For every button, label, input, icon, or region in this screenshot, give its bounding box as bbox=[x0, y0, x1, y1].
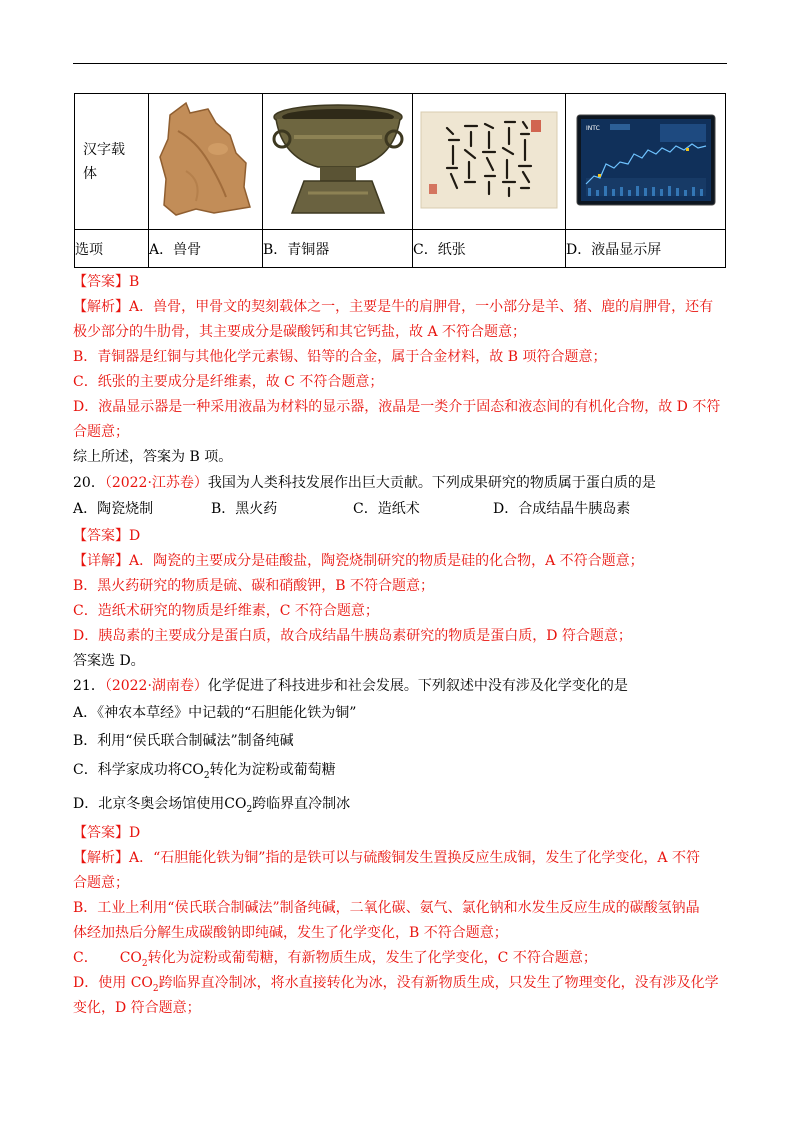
question-number: 21． bbox=[73, 678, 105, 694]
ticker-label: INTC bbox=[585, 124, 600, 132]
q19-answer: 【答案】B bbox=[73, 274, 140, 290]
option-a: A．陶瓷烧制 bbox=[73, 501, 154, 517]
image-calligraphy-paper bbox=[413, 94, 566, 230]
question-source: （2022·江苏卷） bbox=[104, 475, 208, 491]
q21-option-a: A．《神农本草经》中记载的“石胆能化铁为铜” bbox=[73, 705, 357, 721]
row-label-carrier: 汉字载 体 bbox=[75, 94, 149, 230]
q21-stem bbox=[73, 676, 628, 696]
co2-formula: $CO_2$ bbox=[119, 950, 148, 969]
q21-analysis-line: 合题意； bbox=[73, 875, 129, 891]
q19-analysis-line: B．青铜器是红铜与其他化学元素锡、铅等的合金，属于合金材料，故 B 项符合题意； bbox=[73, 349, 607, 365]
option-b-cell: B．青铜器 bbox=[263, 230, 413, 268]
q19-analysis-line: 合题意； bbox=[73, 424, 129, 440]
image-bronze-vessel bbox=[263, 94, 413, 230]
option-d-cell: D．液晶显示屏 bbox=[566, 230, 726, 268]
question-text: 我国为人类科技发展作出巨大贡献。下列成果研究的物质属于蛋白质的是 bbox=[207, 475, 656, 491]
q21-answer: 【答案】D bbox=[73, 825, 141, 841]
question-source: （2022·湖南卷） bbox=[104, 678, 208, 694]
q21-option-d: D．北京冬奥会场馆使用$CO_2$跨临界直冷制冰 bbox=[73, 796, 351, 815]
image-lcd-screen bbox=[566, 94, 726, 230]
q21-analysis-line: C． $CO_2$转化为淀粉或葡萄糖，有新物质生成，发生了化学变化，C 不符合题意； bbox=[73, 950, 597, 969]
option-c: C．造纸术 bbox=[353, 501, 420, 517]
q20-summary: 答案选 D。 bbox=[73, 653, 145, 669]
q20-detail-line: D．胰岛素的主要成分是蛋白质，故合成结晶牛胰岛素研究的物质是蛋白质，D 符合题意； bbox=[73, 628, 632, 644]
q20-detail-line: C．造纸术研究的物质是纤维素，C 不符合题意； bbox=[73, 603, 379, 619]
co2-formula: $CO_2$ bbox=[130, 975, 159, 994]
row-label-option: 选项 bbox=[75, 230, 149, 268]
q20-stem bbox=[73, 473, 656, 493]
q21-analysis-line: 【解析】A．“石胆能化铁为铜”指的是铁可以与硫酸铜发生置换反应生成铜，发生了化学变化，A 不符 bbox=[73, 850, 700, 866]
q21-option-b: B．利用“侯氏联合制碱法”制备纯碱 bbox=[73, 733, 294, 749]
q20-detail-line: 【详解】A．陶瓷的主要成分是硅酸盐，陶瓷烧制研究的物质是硅的化合物，A 不符合题意； bbox=[73, 553, 644, 569]
question-number: 20． bbox=[73, 475, 105, 491]
q19-summary: 综上所述，答案为 B 项。 bbox=[73, 449, 233, 465]
header-rule bbox=[73, 63, 727, 64]
q19-analysis-line: 【解析】A．兽骨，甲骨文的契刻载体之一，主要是牛的肩胛骨，一小部分是羊、猪、鹿的肩胛骨，还有 bbox=[73, 299, 714, 315]
q20-detail-line: B．黑火药研究的物质是硫、碳和硝酸钾，B 不符合题意； bbox=[73, 578, 435, 594]
option-d: D．合成结晶牛胰岛素 bbox=[493, 501, 631, 517]
q19-analysis-line: 极少部分的牛肋骨，其主要成分是碳酸钙和其它钙盐，故 A 不符合题意； bbox=[73, 324, 527, 340]
carriers-table bbox=[74, 93, 726, 268]
q19-analysis-line: C．纸张的主要成分是纤维素，故 C 不符合题意； bbox=[73, 374, 384, 390]
q21-analysis-line: B．工业上利用“侯氏联合制碱法”制备纯碱，二氧化碳、氨气、氯化钠和水发生反应生成的碳酸氢钠晶 bbox=[73, 900, 700, 916]
q20-answer: 【答案】D bbox=[73, 528, 141, 544]
image-animal-bone bbox=[149, 94, 263, 230]
q21-option-c: C．科学家成功将$CO_2$转化为淀粉或葡萄糖 bbox=[73, 762, 336, 781]
q21-analysis-line: 变化，D 符合题意； bbox=[73, 1000, 201, 1016]
q21-analysis-line: 体经加热后分解生成碳酸钠即纯碱，发生了化学变化，B 不符合题意； bbox=[73, 925, 508, 941]
co2-formula: $CO_2$ bbox=[181, 762, 210, 781]
q20-options bbox=[73, 499, 630, 519]
q21-analysis-line: D．使用 $CO_2$跨临界直冷制冰，将水直接转化为冰，没有新物质生成，只发生了物理变化，没有涉及化学 bbox=[73, 975, 719, 994]
co2-formula: $CO_2$ bbox=[224, 796, 253, 815]
option-c-cell: C．纸张 bbox=[413, 230, 566, 268]
option-b: B．黑火药 bbox=[211, 501, 278, 517]
question-text: 化学促进了科技进步和社会发展。下列叙述中没有涉及化学变化的是 bbox=[207, 678, 628, 694]
q19-analysis-line: D．液晶显示器是一种采用液晶为材料的显示器，液晶是一类介于固态和液态间的有机化合物，故 D 不符 bbox=[73, 399, 721, 415]
option-a-cell: A．兽骨 bbox=[149, 230, 263, 268]
